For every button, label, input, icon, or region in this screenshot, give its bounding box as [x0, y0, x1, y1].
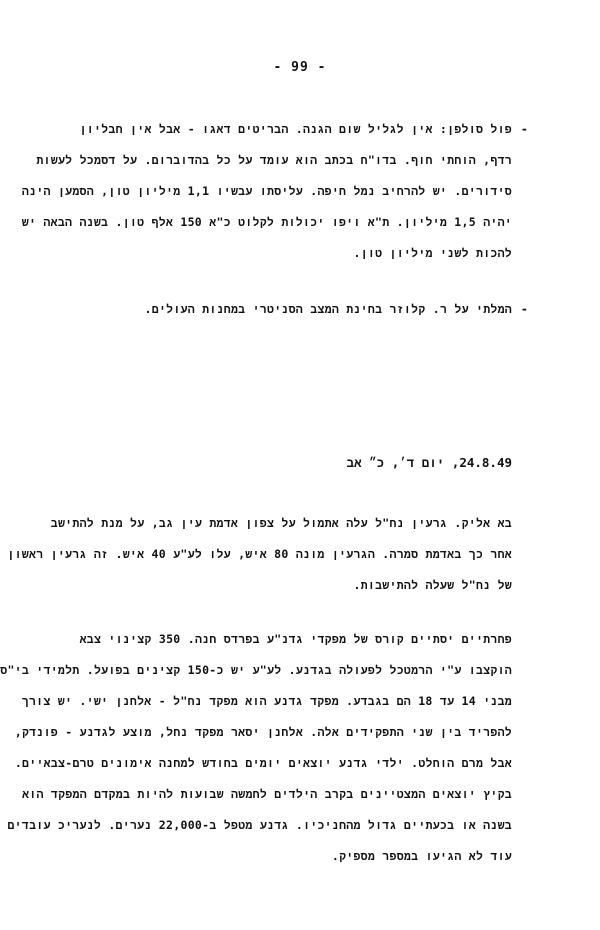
- text-line: סידורים. יש להרחיב נמל חיפה. עליסתו עבשיו 1,1 מיליון טון, הסמען הינה: [21, 184, 512, 198]
- text-line: בשנה או בכעתיים גדול מהחניכיו. גדנע מטפל ב-22,000 נערים. לנעריכ עובדים: [7, 818, 512, 832]
- text-line: אבל מרם הוחלט. ילדי גדנע יוצאים יומים בחודש למחנה אימונים טרם-צבאיים.: [14, 756, 512, 770]
- text-line: המלתי על ר. קלוזר בחינת המצב הסניטרי במחנות העולים.: [144, 302, 512, 316]
- text-line: עוד לא הגיעו במספר מספיק.: [331, 849, 512, 863]
- text-line: להפריד בין שני התפקידים אלה. אלחנן יסאר מפקד נחל, מוצע לגדנע - פונדק,: [14, 725, 512, 739]
- text-line: מבני 14 עד 18 הם בגבדע. מפקד גדנע הוא מפקד נח"ל - אלחנן ישי. יש צורך: [21, 694, 512, 708]
- text-line: להכות לשני מיליון טון.: [353, 246, 512, 260]
- text-line: הוקצבו ע"י הרמטכל לפעולה בגדנע. לע"ע יש כ-150 קצינים בפועל. תלמידי בי"ס: [0, 663, 512, 677]
- bullet-dash: -: [520, 302, 528, 316]
- text-line: של נח"ל שעלה להתישבות.: [353, 578, 512, 592]
- bullet-dash: -: [520, 122, 528, 136]
- text-line: אחר כך באדמת סמרה. הגרעין מונה 80 איש, עלו לע"ע 40 איש. זה גרעין ראשון: [7, 547, 512, 561]
- text-line: רדף, הוחתי חוף. בדו"ח בכתב הוא עומד על כל בהדוברום. על דסמכל לעשות: [36, 153, 512, 167]
- page-number: - 99 -: [273, 60, 327, 75]
- text-line: פחרתיים יסתיים קורס של מפקדי גדנ"ע בפרדס חנה. 350 קצינוי צבא: [79, 632, 512, 646]
- text-line: בקיץ יוצאים המצטיינים בקרב הילדים לחמשה שבועות להיות במקדם המפקד הוא: [22, 787, 512, 801]
- text-line: יהיה 1,5 מיליון. ת"א ויפו יכולות לקלוט כ"א 150 אלף טון. בשנה הבאה יש: [21, 215, 512, 229]
- text-line: פול סולפן: אין לגליל שום הגנה. הבריטים דאגו - אבל אין חבליון: [79, 122, 512, 136]
- dateline: 24.8.49, יום ד׳, כ״ אב: [346, 455, 512, 470]
- text-line: בא אליק. גרעין נח"ל עלה אתמול על צפון אדמת עין גב, על מנת להתישב: [50, 516, 512, 530]
